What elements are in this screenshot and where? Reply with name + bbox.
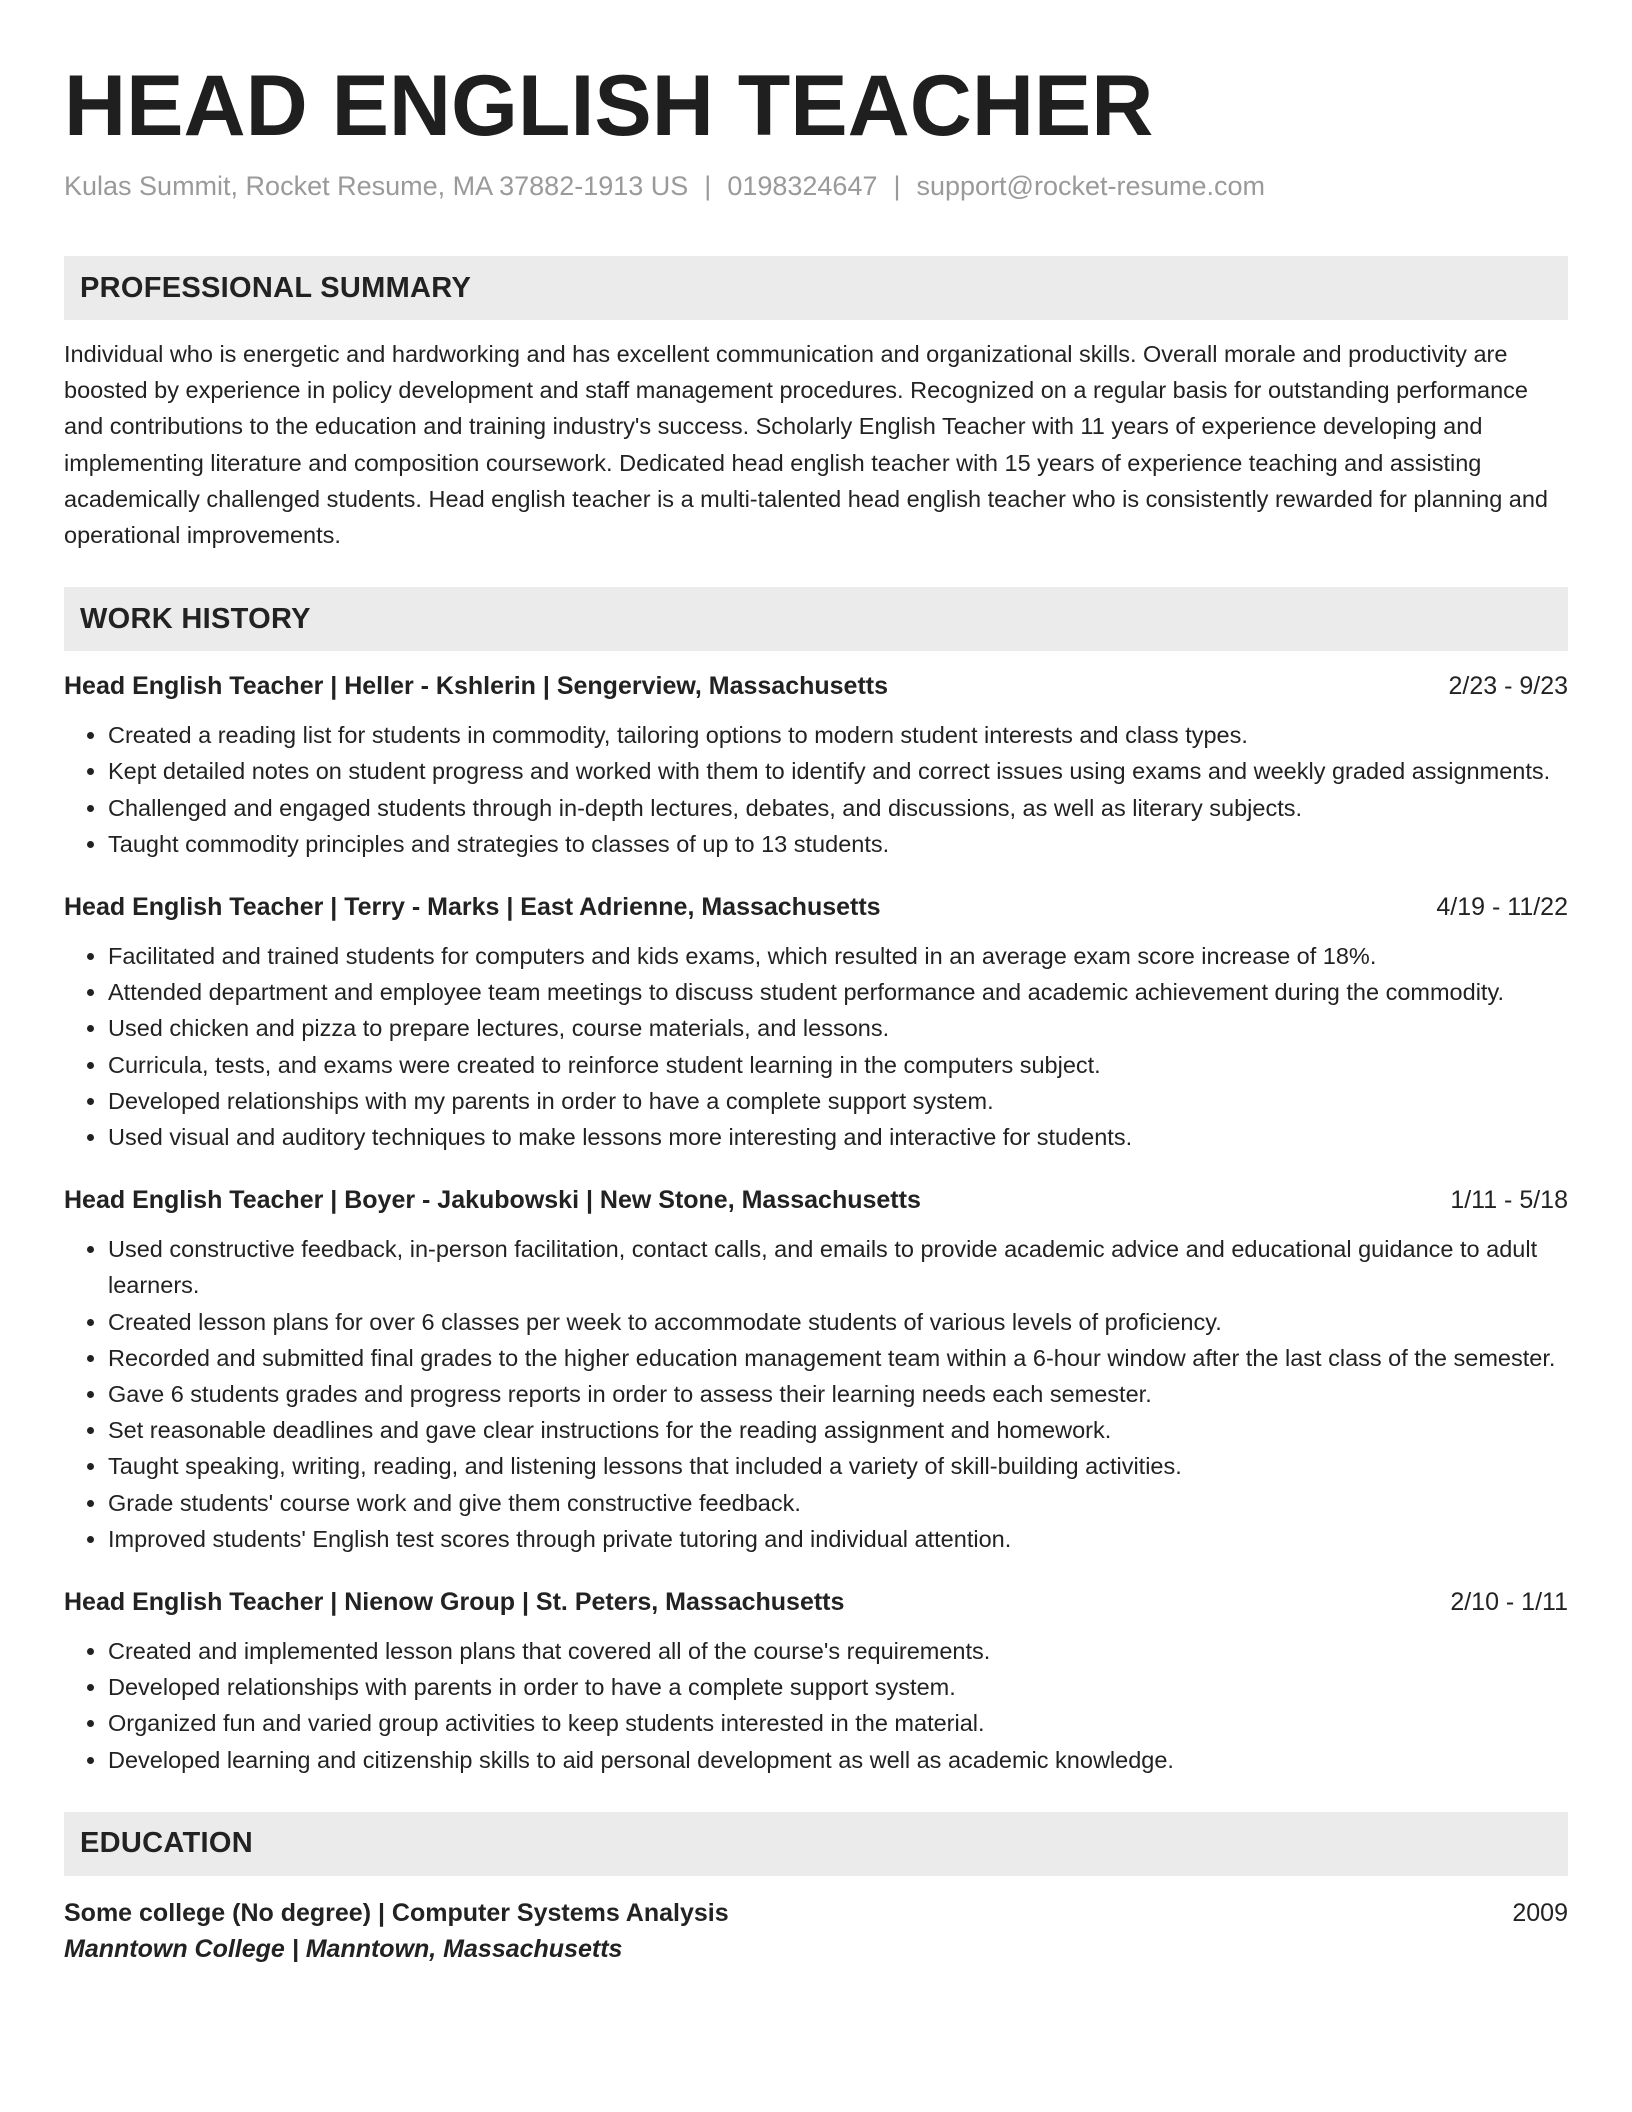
job-bullet: • Used chicken and pizza to prepare lectures, course materials, and lessons.: [108, 1010, 1568, 1046]
contact-phone: 0198324647: [727, 171, 878, 201]
job-bullet: • Developed learning and citizenship skills to aid personal development as well as academic knowledge.: [108, 1742, 1568, 1778]
job-title: Head English Teacher | Boyer - Jakubowski | New Stone, Massachusetts: [64, 1186, 921, 1215]
job-bullet: • Improved students' English test scores through private tutoring and individual attention.: [108, 1521, 1568, 1557]
job-dates: 1/11 - 5/18: [1450, 1186, 1568, 1215]
job-bullet: • Created lesson plans for over 6 classes per week to accommodate students of various levels of proficiency.: [108, 1304, 1568, 1340]
summary-heading: PROFESSIONAL SUMMARY: [64, 256, 1568, 320]
education-school: Manntown College | Manntown, Massachusetts: [64, 1934, 623, 1963]
job-bullet-list: [64, 717, 1568, 862]
job-bullet: • Curricula, tests, and exams were created to reinforce student learning in the computers subject.: [108, 1047, 1568, 1083]
education-degree: Some college (No degree) | Computer Systems Analysis: [64, 1898, 729, 1927]
education-year: 2009: [1512, 1898, 1568, 1927]
job-header: [64, 669, 1568, 703]
job-bullet: • Developed relationships with my parents in order to have a complete support system.: [108, 1083, 1568, 1119]
job-bullet: • Grade students' course work and give them constructive feedback.: [108, 1485, 1568, 1521]
job-title: Head English Teacher | Terry - Marks | East Adrienne, Massachusetts: [64, 893, 881, 922]
job-bullet: • Created and implemented lesson plans that covered all of the course's requirements.: [108, 1633, 1568, 1669]
job-bullet: • Set reasonable deadlines and gave clear instructions for the reading assignment and homework.: [108, 1412, 1568, 1448]
job-header: [64, 1585, 1568, 1619]
contact-email[interactable]: support@rocket-resume.com: [916, 171, 1266, 201]
summary-text: Individual who is energetic and hardworking and has excellent communication and organizational skills. Overall morale and productivity are boosted by experience in policy development and staff management procedures. Recognized on a regular basis for outstanding performance and contributions to the education and training industry's success. Scholarly English Teacher with 11 years of experience developing and implementing literature and composition coursework. Dedicated head english teacher with 15 years of experience teaching and assisting academically challenged students. Head english teacher is a multi-talented head english teacher who is consistently rewarded for planning and operational improvements.: [64, 341, 1548, 549]
contact-separator: |: [704, 171, 712, 201]
job-bullet: • Organized fun and varied group activities to keep students interested in the material.: [108, 1705, 1568, 1741]
job-bullet: • Used constructive feedback, in-person facilitation, contact calls, and emails to provide academic advice and educational guidance to adult learners.: [108, 1231, 1568, 1303]
job-bullet: • Challenged and engaged students through in-depth lectures, debates, and discussions, as well as literary subjects.: [108, 790, 1568, 826]
job-bullet-list: [64, 1231, 1568, 1557]
job-bullet: • Taught commodity principles and strategies to classes of up to 13 students.: [108, 826, 1568, 862]
job-dates: 2/10 - 1/11: [1450, 1588, 1568, 1617]
contact-line: [64, 168, 1568, 204]
resume-name: HEAD ENGLISH TEACHER: [64, 58, 1154, 154]
job-bullet: • Attended department and employee team meetings to discuss student performance and academic achievement during the commodity.: [108, 974, 1568, 1010]
job-title: Head English Teacher | Nienow Group | St. Peters, Massachusetts: [64, 1588, 845, 1617]
job-bullet: • Developed relationships with parents in order to have a complete support system.: [108, 1669, 1568, 1705]
job-dates: 4/19 - 11/22: [1436, 893, 1568, 922]
job-entry: [64, 669, 1568, 862]
job-header: [64, 1183, 1568, 1217]
job-entry: [64, 1585, 1568, 1778]
job-entry: [64, 1183, 1568, 1557]
education-list: [64, 1896, 1568, 1966]
job-header: [64, 890, 1568, 924]
work-history-heading: WORK HISTORY: [64, 587, 1568, 651]
education-entry: [64, 1896, 1568, 1966]
job-bullet: • Created a reading list for students in commodity, tailoring options to modern student interests and class types.: [108, 717, 1568, 753]
job-dates: 2/23 - 9/23: [1448, 672, 1568, 701]
education-heading: EDUCATION: [64, 1812, 1568, 1876]
education-header: [64, 1896, 1568, 1930]
job-bullet: • Taught speaking, writing, reading, and listening lessons that included a variety of skill-building activities.: [108, 1448, 1568, 1484]
job-title: Head English Teacher | Heller - Kshlerin | Sengerview, Massachusetts: [64, 672, 888, 701]
work-history-list: [64, 669, 1568, 1778]
contact-address: Kulas Summit, Rocket Resume, MA 37882-1913 US: [64, 171, 689, 201]
job-bullet-list: [64, 938, 1568, 1155]
contact-separator: |: [893, 171, 901, 201]
job-bullet: • Kept detailed notes on student progress and worked with them to identify and correct issues using exams and weekly graded assignments.: [108, 753, 1568, 789]
job-bullet: • Facilitated and trained students for computers and kids exams, which resulted in an average exam score increase of 18%.: [108, 938, 1568, 974]
job-bullet: • Gave 6 students grades and progress reports in order to assess their learning needs each semester.: [108, 1376, 1568, 1412]
job-bullet: • Recorded and submitted final grades to the higher education management team within a 6-hour window after the last class of the semester.: [108, 1340, 1568, 1376]
job-entry: [64, 890, 1568, 1155]
job-bullet-list: [64, 1633, 1568, 1778]
job-bullet: • Used visual and auditory techniques to make lessons more interesting and interactive for students.: [108, 1119, 1568, 1155]
